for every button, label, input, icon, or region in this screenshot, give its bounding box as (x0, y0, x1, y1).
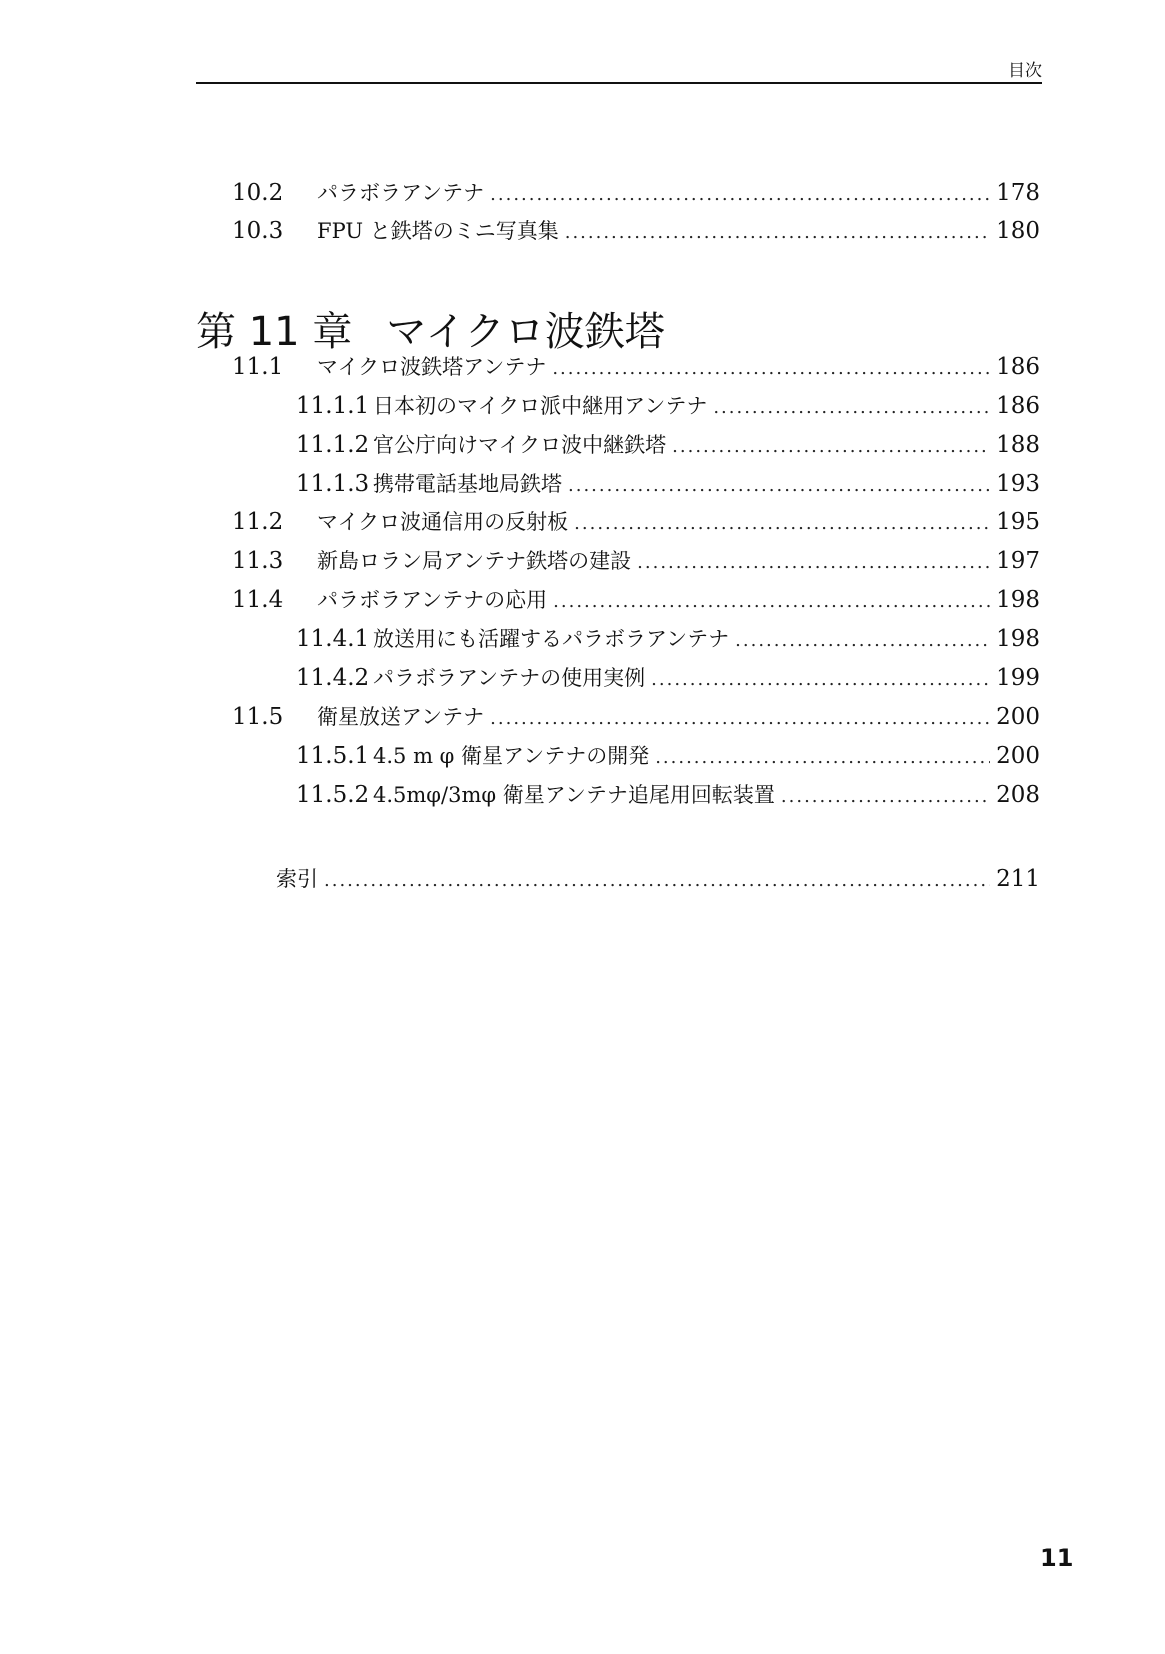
dot-leader (552, 352, 990, 386)
chapter-title: マイクロ波鉄塔 (386, 309, 665, 355)
entry-title: 官公庁向けマイクロ波中継鉄塔 (373, 433, 667, 457)
entry-title: 放送用にも活躍するパラボラアンテナ (373, 627, 730, 651)
entry-page: 199 (996, 665, 1040, 691)
entry-page: 186 (996, 354, 1040, 380)
entry-number: 11.5.1 (296, 743, 370, 769)
dot-leader (713, 391, 990, 425)
entry-number: 11.4.1 (296, 626, 370, 652)
entry-number: 10.2 (232, 180, 284, 206)
entry-page: 197 (996, 548, 1040, 574)
page-number: 11 (1040, 1544, 1074, 1572)
entry-title: マイクロ波通信用の反射板 (317, 510, 569, 534)
toc-index-entry[interactable] (276, 862, 1040, 896)
dot-leader (781, 780, 990, 814)
toc-entry[interactable] (296, 661, 1040, 695)
chapter-number: 第 11 章 (196, 309, 353, 355)
toc-entry[interactable] (232, 544, 1040, 578)
entry-page: 200 (996, 743, 1040, 769)
toc-entry[interactable] (232, 583, 1040, 617)
running-header-label: 目次 (1008, 61, 1042, 81)
chapter-heading[interactable] (196, 300, 665, 357)
entry-title: パラボラアンテナ (317, 181, 485, 205)
entry-title: 日本初のマイクロ派中継用アンテナ (373, 394, 708, 418)
entry-title: パラボラアンテナの使用実例 (373, 666, 646, 690)
entry-page: 211 (996, 866, 1040, 892)
entry-number: 11.4 (232, 587, 284, 613)
entry-page: 180 (996, 218, 1040, 244)
dot-leader (568, 469, 990, 503)
dot-leader (655, 741, 990, 775)
toc-entry[interactable] (232, 176, 1040, 210)
entry-title: パラボラアンテナの応用 (317, 588, 548, 612)
entry-page: 186 (996, 393, 1040, 419)
dot-leader (672, 430, 990, 464)
toc-entry[interactable] (296, 739, 1040, 773)
entry-title: 4.5 m φ 衛星アンテナの開発 (373, 744, 650, 768)
entry-title: 新島ロラン局アンテナ鉄塔の建設 (317, 549, 632, 573)
entry-title: FPU と鉄塔のミニ写真集 (317, 219, 559, 243)
dot-leader (574, 507, 990, 541)
toc-entry[interactable] (296, 467, 1040, 501)
entry-title: 衛星放送アンテナ (317, 705, 485, 729)
toc-entry[interactable] (232, 214, 1040, 248)
entry-page: 198 (996, 587, 1040, 613)
dot-leader (490, 178, 990, 212)
entry-number: 11.1.1 (296, 393, 370, 419)
toc-entry[interactable] (296, 389, 1040, 423)
toc-entry[interactable] (296, 622, 1040, 656)
entry-page: 195 (996, 509, 1040, 535)
dot-leader (490, 702, 990, 736)
entry-title: 索引 (276, 867, 318, 891)
entry-number: 11.1.2 (296, 432, 370, 458)
entry-number: 11.5 (232, 704, 284, 730)
entry-title: マイクロ波鉄塔アンテナ (317, 355, 547, 379)
toc-entry[interactable] (232, 700, 1040, 734)
entry-page: 198 (996, 626, 1040, 652)
dot-leader (651, 663, 990, 697)
dot-leader (565, 216, 990, 250)
entry-page: 178 (996, 180, 1040, 206)
entry-number: 11.3 (232, 548, 284, 574)
entry-number: 11.4.2 (296, 665, 370, 691)
running-header (196, 52, 1042, 84)
dot-leader (553, 585, 990, 619)
dot-leader (324, 864, 990, 898)
entry-number: 11.1.3 (296, 471, 370, 497)
toc-entry[interactable] (296, 778, 1040, 812)
entry-page: 200 (996, 704, 1040, 730)
entry-number: 10.3 (232, 218, 284, 244)
dot-leader (637, 546, 990, 580)
dot-leader (735, 624, 990, 658)
entry-page: 208 (996, 782, 1040, 808)
entry-page: 193 (996, 471, 1040, 497)
entry-title: 携帯電話基地局鉄塔 (373, 472, 562, 496)
entry-page: 188 (996, 432, 1040, 458)
entry-number: 11.1 (232, 354, 284, 380)
toc-entry[interactable] (232, 350, 1040, 384)
entry-number: 11.5.2 (296, 782, 370, 808)
entry-number: 11.2 (232, 509, 284, 535)
toc-entry[interactable] (232, 505, 1040, 539)
entry-title: 4.5mφ/3mφ 衛星アンテナ追尾用回転装置 (373, 783, 775, 807)
toc-entry[interactable] (296, 428, 1040, 462)
